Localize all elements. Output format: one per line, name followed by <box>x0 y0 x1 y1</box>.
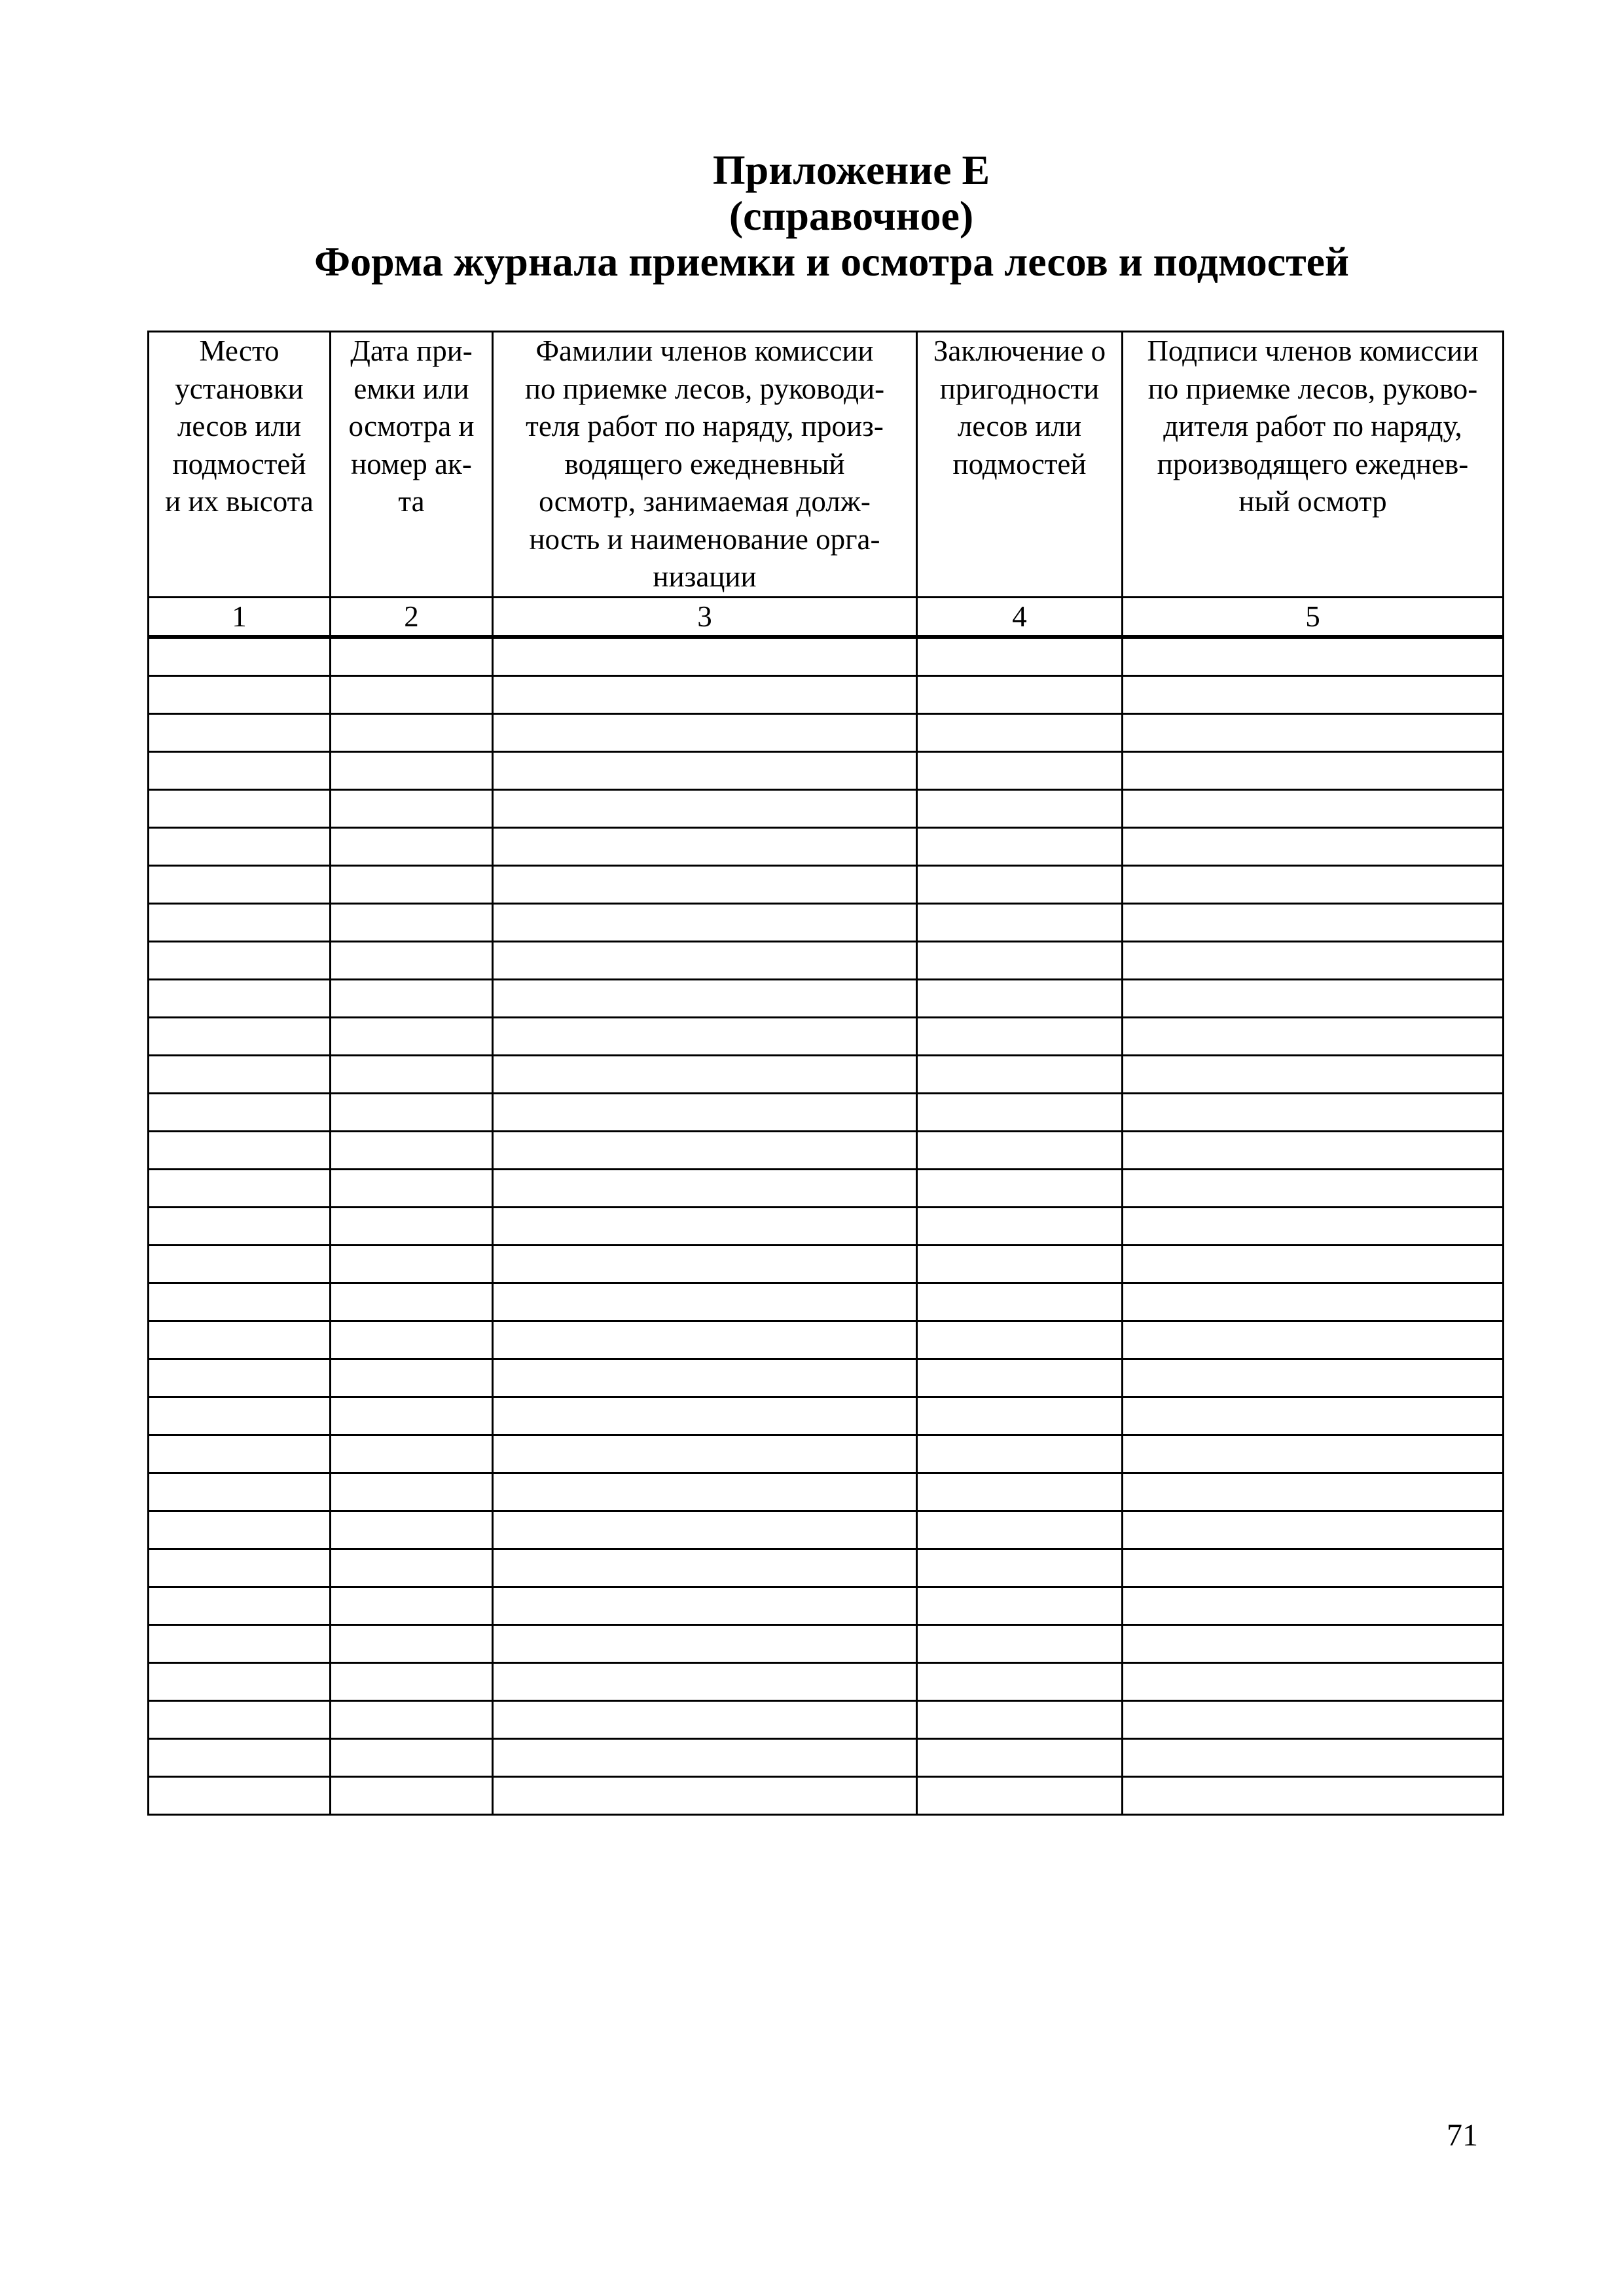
blank-cell <box>917 1131 1123 1169</box>
blank-cell <box>1123 1700 1504 1738</box>
blank-cell <box>331 1776 493 1814</box>
blank-cell <box>1123 979 1504 1017</box>
appendix-type: (справочное) <box>729 192 974 239</box>
blank-cell <box>149 1169 331 1207</box>
blank-cell <box>1123 1511 1504 1549</box>
blank-cell <box>331 827 493 865</box>
blank-cell <box>1123 1017 1504 1055</box>
blank-cell <box>1123 713 1504 751</box>
table-row <box>149 1624 1504 1662</box>
table-row <box>149 789 1504 827</box>
table-row <box>149 941 1504 979</box>
blank-cell <box>1123 751 1504 789</box>
form-title: Форма журнала приемки и осмотра лесов и подмостей <box>314 238 1349 285</box>
header-line: Дата при- <box>350 334 473 367</box>
blank-cell <box>917 1776 1123 1814</box>
blank-cell <box>493 941 917 979</box>
blank-cell <box>331 1624 493 1662</box>
blank-cell <box>331 1283 493 1321</box>
blank-cell <box>493 1017 917 1055</box>
blank-cell <box>149 1473 331 1511</box>
blank-cell <box>1123 827 1504 865</box>
table-row <box>149 675 1504 713</box>
blank-cell <box>149 675 331 713</box>
blank-cell <box>331 903 493 941</box>
blank-cell <box>331 1435 493 1473</box>
blank-cell <box>917 1549 1123 1587</box>
blank-cell <box>331 789 493 827</box>
blank-cell <box>917 637 1123 676</box>
blank-cell <box>917 1397 1123 1435</box>
blank-cell <box>1123 903 1504 941</box>
blank-cell <box>493 865 917 903</box>
table-row <box>149 1662 1504 1700</box>
blank-cell <box>1123 1169 1504 1207</box>
header-line: лесов или <box>957 410 1082 442</box>
blank-cell <box>149 713 331 751</box>
header-line: низации <box>653 560 757 593</box>
header-row <box>149 332 1504 598</box>
header-line: та <box>398 485 425 518</box>
blank-cell <box>331 675 493 713</box>
blank-cell <box>493 713 917 751</box>
table-row <box>149 1435 1504 1473</box>
blank-cell <box>917 1662 1123 1700</box>
column-number-3: 3 <box>493 597 917 637</box>
table-row <box>149 1776 1504 1814</box>
blank-cell <box>917 1055 1123 1093</box>
blank-cell <box>493 1321 917 1359</box>
blank-cell <box>149 1549 331 1587</box>
column-header-3 <box>493 332 917 598</box>
table-row <box>149 827 1504 865</box>
blank-cell <box>917 1435 1123 1473</box>
blank-cell <box>917 1207 1123 1245</box>
table-row <box>149 1017 1504 1055</box>
blank-cell <box>493 637 917 676</box>
column-header-1 <box>149 332 331 598</box>
blank-cell <box>1123 1207 1504 1245</box>
column-header-5 <box>1123 332 1504 598</box>
blank-cell <box>331 1207 493 1245</box>
blank-cell <box>149 1435 331 1473</box>
column-number-1: 1 <box>149 597 331 637</box>
table-row <box>149 713 1504 751</box>
blank-cell <box>1123 941 1504 979</box>
table-row <box>149 1359 1504 1397</box>
table-row <box>149 637 1504 676</box>
blank-cell <box>493 751 917 789</box>
page-number: 71 <box>1447 2118 1478 2153</box>
table-row <box>149 1169 1504 1207</box>
blank-cell <box>1123 1131 1504 1169</box>
blank-cell <box>331 1397 493 1435</box>
blank-cell <box>331 1700 493 1738</box>
blank-cell <box>331 941 493 979</box>
header-line: дителя работ по наряду, <box>1163 410 1462 442</box>
header-line: и их высота <box>165 485 314 518</box>
header-line: ный осмотр <box>1238 485 1387 518</box>
blank-cell <box>493 1738 917 1776</box>
table-row <box>149 1321 1504 1359</box>
header-line: теля работ по наряду, произ- <box>526 410 884 442</box>
header-line: Подписи членов комиссии <box>1147 334 1479 367</box>
blank-cell <box>493 1245 917 1283</box>
blank-cell <box>331 1359 493 1397</box>
journal-table <box>147 331 1504 1816</box>
table-row <box>149 1738 1504 1776</box>
blank-cell <box>917 1700 1123 1738</box>
blank-cell <box>917 1245 1123 1283</box>
column-header-4 <box>917 332 1123 598</box>
blank-cell <box>149 1207 331 1245</box>
blank-cell <box>331 637 493 676</box>
blank-cell <box>917 789 1123 827</box>
blank-cell <box>493 1359 917 1397</box>
blank-cell <box>917 1511 1123 1549</box>
blank-cell <box>1123 1245 1504 1283</box>
blank-cell <box>917 1359 1123 1397</box>
blank-cell <box>493 827 917 865</box>
blank-cell <box>1123 1397 1504 1435</box>
blank-cell <box>149 1776 331 1814</box>
blank-cell <box>1123 1662 1504 1700</box>
table-row <box>149 903 1504 941</box>
blank-cell <box>493 789 917 827</box>
blank-cell <box>1123 1093 1504 1131</box>
blank-cell <box>331 1321 493 1359</box>
blank-cell <box>331 1473 493 1511</box>
header-line: Место <box>199 334 280 367</box>
blank-cell <box>331 1587 493 1624</box>
blank-cell <box>493 1435 917 1473</box>
blank-cell <box>917 865 1123 903</box>
blank-cell <box>917 751 1123 789</box>
table-row <box>149 1093 1504 1131</box>
blank-cell <box>331 1662 493 1700</box>
table-row <box>149 1549 1504 1587</box>
header-line: по приемке лесов, руково- <box>1147 372 1478 405</box>
header-line: подмостей <box>172 447 306 480</box>
blank-cell <box>1123 637 1504 676</box>
header-line: пригодности <box>939 372 1100 405</box>
blank-cell <box>149 865 331 903</box>
blank-cell <box>1123 675 1504 713</box>
header-line: номер ак- <box>351 447 472 480</box>
table-row <box>149 1473 1504 1511</box>
header-line: емки или <box>353 372 469 405</box>
column-header-2 <box>331 332 493 598</box>
title-block <box>0 147 1624 285</box>
blank-cell <box>1123 1776 1504 1814</box>
blank-cell <box>493 675 917 713</box>
blank-cell <box>149 637 331 676</box>
blank-cell <box>917 713 1123 751</box>
blank-cell <box>149 789 331 827</box>
blank-cell <box>917 1283 1123 1321</box>
blank-cell <box>917 1738 1123 1776</box>
blank-cell <box>1123 1587 1504 1624</box>
header-line: осмотра и <box>348 410 475 442</box>
blank-cell <box>917 1624 1123 1662</box>
header-line: Заключение о <box>933 334 1106 367</box>
blank-cell <box>493 1549 917 1587</box>
blank-cell <box>1123 1359 1504 1397</box>
blank-cell <box>331 713 493 751</box>
table-row <box>149 1283 1504 1321</box>
header-line: производящего ежеднев- <box>1157 447 1469 480</box>
blank-cell <box>149 1397 331 1435</box>
blank-cell <box>149 1738 331 1776</box>
header-line: осмотр, занимаемая долж- <box>539 485 871 518</box>
blank-cell <box>149 1587 331 1624</box>
table-row <box>149 865 1504 903</box>
blank-cell <box>149 1245 331 1283</box>
blank-cell <box>149 1511 331 1549</box>
table-row <box>149 1207 1504 1245</box>
blank-cell <box>917 1169 1123 1207</box>
blank-cell <box>331 751 493 789</box>
blank-cell <box>493 1587 917 1624</box>
blank-cell <box>149 1700 331 1738</box>
header-line: по приемке лесов, руководи- <box>524 372 885 405</box>
blank-cell <box>1123 1738 1504 1776</box>
blank-cell <box>493 1283 917 1321</box>
blank-cell <box>493 979 917 1017</box>
blank-cell <box>149 1321 331 1359</box>
blank-cell <box>917 1473 1123 1511</box>
blank-cell <box>1123 1624 1504 1662</box>
blank-cell <box>149 979 331 1017</box>
blank-cell <box>493 1776 917 1814</box>
table-row <box>149 979 1504 1017</box>
column-number-row <box>149 597 1504 637</box>
blank-cell <box>149 1359 331 1397</box>
blank-cell <box>1123 1283 1504 1321</box>
blank-cell <box>149 941 331 979</box>
blank-cell <box>917 1017 1123 1055</box>
blank-cell <box>331 1245 493 1283</box>
blank-cell <box>331 1131 493 1169</box>
blank-cell <box>1123 1055 1504 1093</box>
blank-cell <box>1123 789 1504 827</box>
blank-cell <box>331 1169 493 1207</box>
blank-cell <box>149 1093 331 1131</box>
blank-cell <box>493 1131 917 1169</box>
blank-cell <box>149 1131 331 1169</box>
blank-cell <box>917 1587 1123 1624</box>
blank-cell <box>331 1738 493 1776</box>
blank-cell <box>493 1473 917 1511</box>
blank-cell <box>917 1321 1123 1359</box>
blank-cell <box>1123 1435 1504 1473</box>
table-row <box>149 1700 1504 1738</box>
table-row <box>149 1055 1504 1093</box>
column-number-4: 4 <box>917 597 1123 637</box>
blank-cell <box>1123 1473 1504 1511</box>
blank-cell <box>149 1283 331 1321</box>
blank-cell <box>917 827 1123 865</box>
blank-cell <box>149 1055 331 1093</box>
table-row <box>149 1131 1504 1169</box>
blank-cell <box>917 979 1123 1017</box>
blank-cell <box>331 1511 493 1549</box>
blank-cell <box>331 979 493 1017</box>
blank-cell <box>331 1549 493 1587</box>
blank-cell <box>917 903 1123 941</box>
table-row <box>149 1587 1504 1624</box>
header-line: Фамилии членов комиссии <box>535 334 874 367</box>
header-line: ность и наименование орга- <box>529 522 880 556</box>
blank-cell <box>1123 865 1504 903</box>
blank-cell <box>917 941 1123 979</box>
appendix-title: Приложение Е <box>712 147 990 193</box>
blank-cell <box>149 1624 331 1662</box>
header-line: лесов или <box>177 410 302 442</box>
column-number-5: 5 <box>1123 597 1504 637</box>
table-row <box>149 1511 1504 1549</box>
blank-cell <box>149 1662 331 1700</box>
blank-cell <box>917 1093 1123 1131</box>
blank-cell <box>493 1093 917 1131</box>
table-row <box>149 1245 1504 1283</box>
blank-cell <box>493 903 917 941</box>
blank-cell <box>493 1397 917 1435</box>
header-line: подмостей <box>952 447 1087 480</box>
blank-cell <box>149 751 331 789</box>
blank-cell <box>331 1055 493 1093</box>
blank-cell <box>493 1055 917 1093</box>
column-number-2: 2 <box>331 597 493 637</box>
blank-cell <box>1123 1321 1504 1359</box>
blank-cell <box>493 1169 917 1207</box>
blank-cell <box>493 1700 917 1738</box>
table-body <box>149 637 1504 1815</box>
blank-cell <box>149 1017 331 1055</box>
header-line: водящего ежедневный <box>564 447 845 480</box>
blank-cell <box>331 865 493 903</box>
blank-cell <box>331 1017 493 1055</box>
blank-cell <box>917 675 1123 713</box>
blank-cell <box>149 827 331 865</box>
blank-cell <box>493 1207 917 1245</box>
blank-cell <box>1123 1549 1504 1587</box>
blank-cell <box>493 1624 917 1662</box>
blank-cell <box>493 1662 917 1700</box>
blank-cell <box>493 1511 917 1549</box>
header-line: установки <box>175 372 304 405</box>
blank-cell <box>331 1093 493 1131</box>
table-row <box>149 751 1504 789</box>
table-row <box>149 1397 1504 1435</box>
blank-cell <box>149 903 331 941</box>
